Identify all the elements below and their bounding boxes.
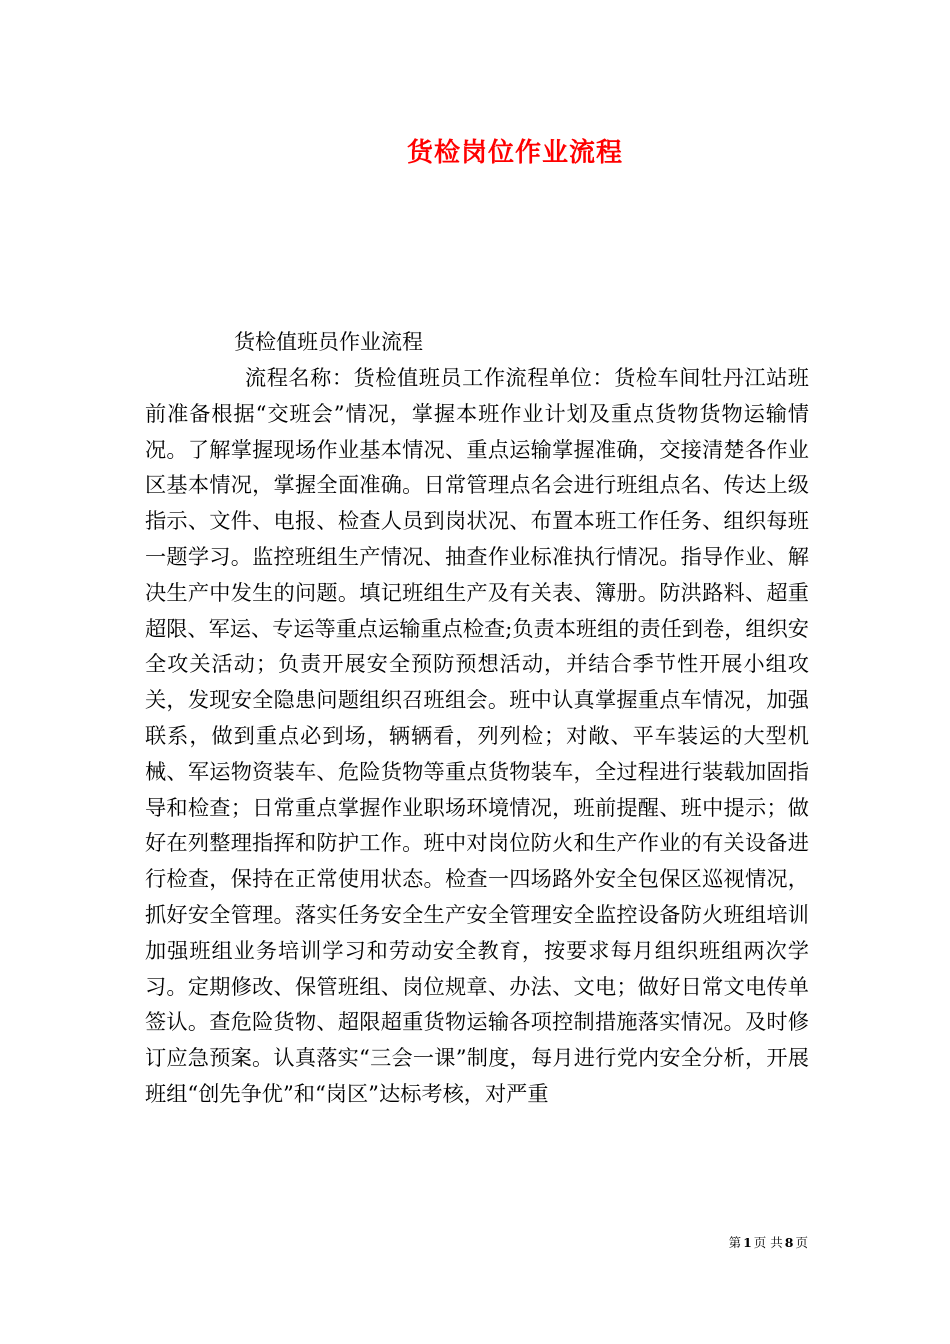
body-paragraph: 流程名称：货检值班员工作流程单位：货检车间牡丹江站班前准备根据“交班会”情况，掌握本班作业计划及重点货物货物运输情况。了解掌握现场作业基本情况、重点运输掌握准确，交接清楚各作业区基本情况，掌握全面准确。日常管理点名会进行班组点名、传达上级指示、文件、电报、检查人员到岗状况、布置本班工作任务、组织每班一题学习。监控班组生产情况、抽查作业标准执行情况。指导作业、解决生产中发生的问题。填记班组生产及有关表、簿册。防洪路料、超重超限、军运、专运等重点运输重点检查;负责本班组的责任到卷，组织安全攻关活动；负责开展安全预防预想活动，并结合季节性开展小组攻关，发现安全隐患问题组织召班组会。班中认真掌握重点车情况，加强联系，做到重点必到场，辆辆看，列列检；对敞、平车装运的大型机械、军运物资装车、危险货物等重点货物装车，全过程进行装载加固指导和检查；日常重点掌握作业职场环境情况，班前提醒、班中提示；做好在列整理指挥和防护工作。班中对岗位防火和生产作业的有关设备进行检查，保持在正常使用状态。检查一四场路外安全包保区巡视情况，抓好安全管理。落实任务安全生产安全管理安全监控设备防火班组培训加强班组业务培训学习和劳动安全教育，按要求每月组织班组两次学习。定期修改、保管班组、岗位规章、办法、文电；做好日常文电传单签认。查危险货物、超限超重货物运输各项控制措施落实情况。及时修订应急预案。认真落实“三会一课”制度，每月进行党内安全分析，开展班组“创先争优”和“岗区”达标考核，对严重 (145, 365, 809, 1106)
document-subtitle: 货检值班员作业流程 (234, 330, 423, 354)
footer-middle: 页 共 (753, 1235, 783, 1250)
footer-suffix: 页 (795, 1235, 808, 1250)
footer-prefix: 第 (728, 1235, 742, 1250)
current-page-number: 1 (743, 1235, 752, 1250)
page-footer (729, 1233, 808, 1251)
total-pages-number: 8 (784, 1235, 794, 1250)
document-title: 货检岗位作业流程 (406, 138, 623, 168)
